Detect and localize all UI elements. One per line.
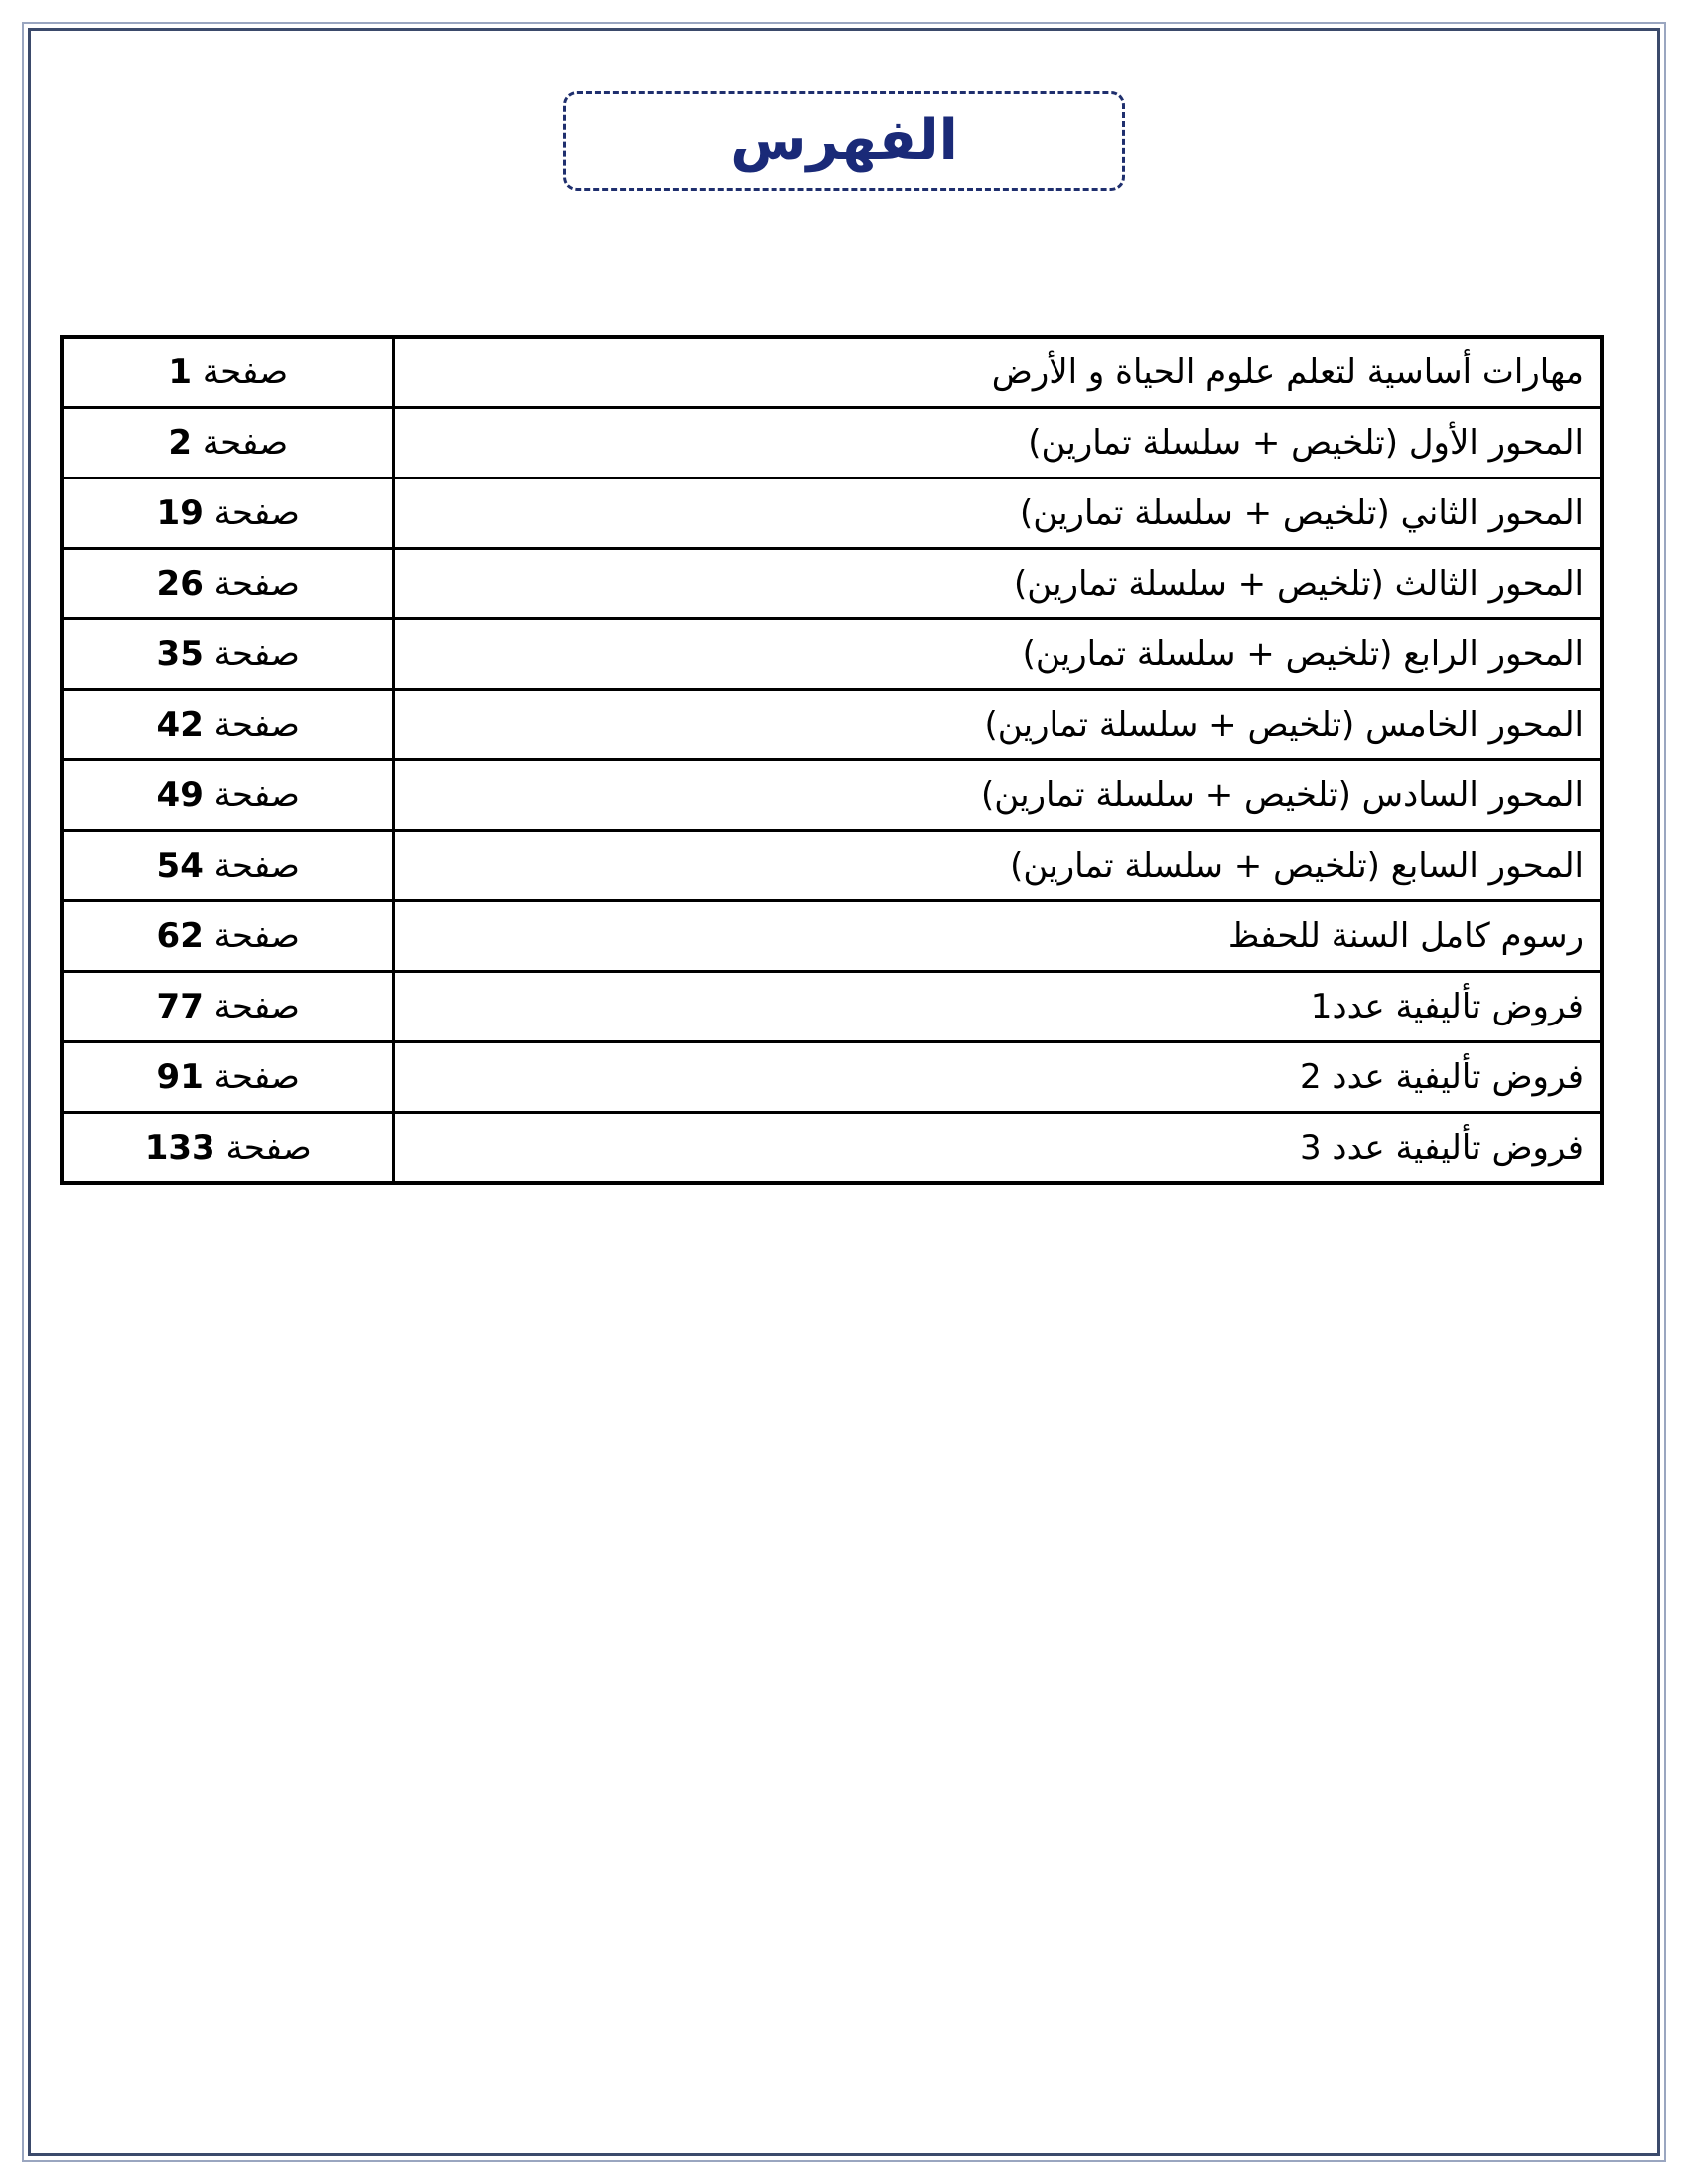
table-row (62, 1113, 1602, 1184)
toc-entry-title: المحور السابع (تلخيص + سلسلة تمارين) (394, 831, 1602, 901)
page-label: صفحة (202, 423, 289, 463)
table-row (62, 972, 1602, 1042)
toc-entry-page (62, 478, 394, 549)
page-number: 54 (156, 846, 204, 886)
toc-entry-page (62, 690, 394, 760)
toc-entry-title: فروض تأليفية عدد1 (394, 972, 1602, 1042)
toc-entry-title: فروض تأليفية عدد 2 (394, 1042, 1602, 1113)
toc-entry-page (62, 972, 394, 1042)
page-label: صفحة (213, 564, 300, 604)
page-number: 133 (144, 1128, 215, 1167)
page-number: 62 (156, 916, 204, 956)
toc-entry-title: رسوم كامل السنة للحفظ (394, 901, 1602, 972)
page-number: 19 (156, 493, 204, 533)
toc-entry-title: المحور الرابع (تلخيص + سلسلة تمارين) (394, 619, 1602, 690)
page-number: 35 (156, 634, 204, 674)
toc-entry-page (62, 549, 394, 619)
toc-table (60, 335, 1604, 1185)
toc-entry-page (62, 1042, 394, 1113)
toc-entry-title: فروض تأليفية عدد 3 (394, 1113, 1602, 1184)
toc-entry-page (62, 619, 394, 690)
toc-entry-title: المحور الثاني (تلخيص + سلسلة تمارين) (394, 478, 1602, 549)
toc-entry-title: المحور الخامس (تلخيص + سلسلة تمارين) (394, 690, 1602, 760)
table-row (62, 760, 1602, 831)
page-label: صفحة (213, 1057, 300, 1097)
table-row (62, 549, 1602, 619)
page-label: صفحة (213, 634, 300, 674)
toc-entry-page (62, 1113, 394, 1184)
page-title: الفهرس (730, 108, 958, 173)
page-label: صفحة (213, 916, 300, 956)
table-row (62, 831, 1602, 901)
toc-body (62, 337, 1602, 1183)
page-number: 77 (156, 987, 204, 1026)
toc-entry-page (62, 408, 394, 478)
page-label: صفحة (213, 775, 300, 815)
page-number: 2 (168, 423, 193, 463)
page-number: 49 (156, 775, 204, 815)
page-number: 1 (168, 352, 193, 392)
table-row (62, 1042, 1602, 1113)
table-row (62, 337, 1602, 408)
toc-entry-title: مهارات أساسية لتعلم علوم الحياة و الأرض (394, 337, 1602, 408)
toc-entry-page (62, 831, 394, 901)
page-label: صفحة (213, 846, 300, 886)
page-number: 91 (156, 1057, 204, 1097)
page-label: صفحة (213, 705, 300, 745)
toc-entry-page (62, 337, 394, 408)
page-label: صفحة (213, 987, 300, 1026)
page-label: صفحة (213, 493, 300, 533)
toc-entry-page (62, 901, 394, 972)
page-number: 26 (156, 564, 204, 604)
page-label: صفحة (225, 1128, 312, 1167)
page-label: صفحة (202, 352, 289, 392)
toc-entry-title: المحور الثالث (تلخيص + سلسلة تمارين) (394, 549, 1602, 619)
title-box (563, 91, 1125, 191)
table-row (62, 901, 1602, 972)
page-number: 42 (156, 705, 204, 745)
toc-entry-title: المحور السادس (تلخيص + سلسلة تمارين) (394, 760, 1602, 831)
table-row (62, 690, 1602, 760)
table-row (62, 619, 1602, 690)
table-row (62, 478, 1602, 549)
toc-entry-page (62, 760, 394, 831)
toc-entry-title: المحور الأول (تلخيص + سلسلة تمارين) (394, 408, 1602, 478)
table-row (62, 408, 1602, 478)
